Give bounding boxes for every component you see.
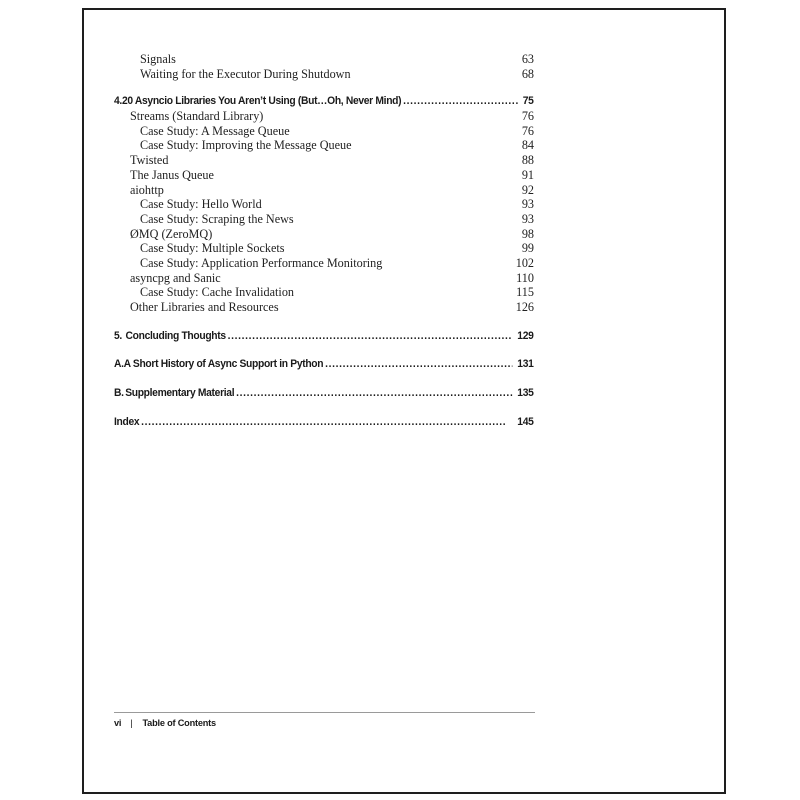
toc-entry[interactable] [114,153,534,168]
toc-entry-page: 92 [521,182,534,197]
chapter-title: Index [114,415,140,428]
toc-entry-page: 110 [516,270,534,285]
dot-leader [403,94,518,109]
dot-leader [141,415,513,430]
chapter-title: 20 Asyncio Libraries You Aren’t Using (But…Oh, Never Mind) [121,95,402,108]
toc-chapter-5[interactable] [114,329,534,344]
toc-appendix-a[interactable] [114,357,534,372]
toc-entry[interactable] [114,52,534,67]
toc-entry-title: Waiting for the Executor During Shutdown [140,66,351,81]
toc-entry[interactable] [114,138,534,153]
toc-entry-page: 68 [521,66,534,81]
toc-entry[interactable] [114,256,534,271]
toc-entry-title: Case Study: Scraping the News [140,211,294,226]
toc-entry-title: Case Study: Improving the Message Queue [140,138,352,153]
toc-entry[interactable] [114,227,534,242]
toc-entry-page: 102 [515,255,534,270]
toc-entry-title: aiohttp [130,182,164,197]
chapter-number: 4. [114,95,122,108]
toc-entry-title: ØMQ (ZeroMQ) [130,226,213,241]
chapter-page: 131 [517,358,534,371]
toc-entry[interactable] [114,212,534,227]
toc-entry[interactable] [114,285,534,300]
toc-entry[interactable] [114,67,534,82]
toc-entry-title: Streams (Standard Library) [130,109,264,124]
footer-separator: | [130,718,133,728]
toc-entry[interactable] [114,124,534,139]
toc-entry-title: Case Study: Hello World [140,197,262,212]
toc-entry[interactable] [114,168,534,183]
toc-entry-page: 126 [515,300,534,314]
chapter-title: Concluding Thoughts [125,329,226,342]
toc-index[interactable] [114,415,534,430]
toc-appendix-b[interactable] [114,386,534,401]
toc-entry-title: Signals [140,52,176,66]
toc-entry[interactable] [114,183,534,198]
chapter-page: 129 [517,329,534,342]
chapter-number: B. [114,387,124,400]
dot-leader [325,357,513,372]
toc-entry-title: Case Study: Application Performance Monitoring [140,255,383,270]
toc-entry-title: The Janus Queue [130,167,214,182]
chapter-page: 75 [522,95,534,108]
toc-entry-page: 91 [521,167,534,182]
toc-entry-title: Case Study: A Message Queue [140,123,290,138]
toc-entry-page: 99 [521,241,534,256]
toc-entry-page: 93 [521,211,534,226]
dot-leader [236,386,513,401]
toc-entry-page: 84 [521,138,534,153]
footer-section-title: Table of Contents [142,718,216,728]
table-of-contents [114,52,534,429]
toc-entry-page: 98 [521,226,534,241]
toc-entry-page: 93 [521,197,534,212]
toc-entry-title: Twisted [130,153,169,168]
toc-entry[interactable] [114,300,534,315]
chapter-page: 135 [517,387,534,400]
toc-entry-page: 88 [521,153,534,168]
footer-rule [114,712,535,713]
toc-entry[interactable] [114,109,534,124]
dot-leader [228,329,513,344]
chapter-number: 5. [114,329,122,342]
toc-entry-title: Case Study: Multiple Sockets [140,241,285,256]
toc-entry[interactable] [114,241,534,256]
toc-entry-page: 76 [521,109,534,124]
chapter-page: 145 [517,415,534,428]
toc-entry-title: Other Libraries and Resources [130,300,279,314]
chapter-title: Supplementary Material [125,387,235,400]
toc-chapter-4[interactable] [114,94,534,109]
toc-entry-title: Case Study: Cache Invalidation [140,285,295,300]
toc-entry[interactable] [114,197,534,212]
page-footer [114,718,216,728]
toc-entry-page: 63 [521,52,534,66]
toc-entry[interactable] [114,271,534,286]
toc-entry-page: 115 [516,285,534,300]
footer-page-number: vi [114,718,122,728]
chapter-number: A. [114,358,124,371]
toc-entry-title: asyncpg and Sanic [130,270,221,285]
toc-entry-page: 76 [521,123,534,138]
chapter-title: A Short History of Async Support in Python [123,358,324,371]
